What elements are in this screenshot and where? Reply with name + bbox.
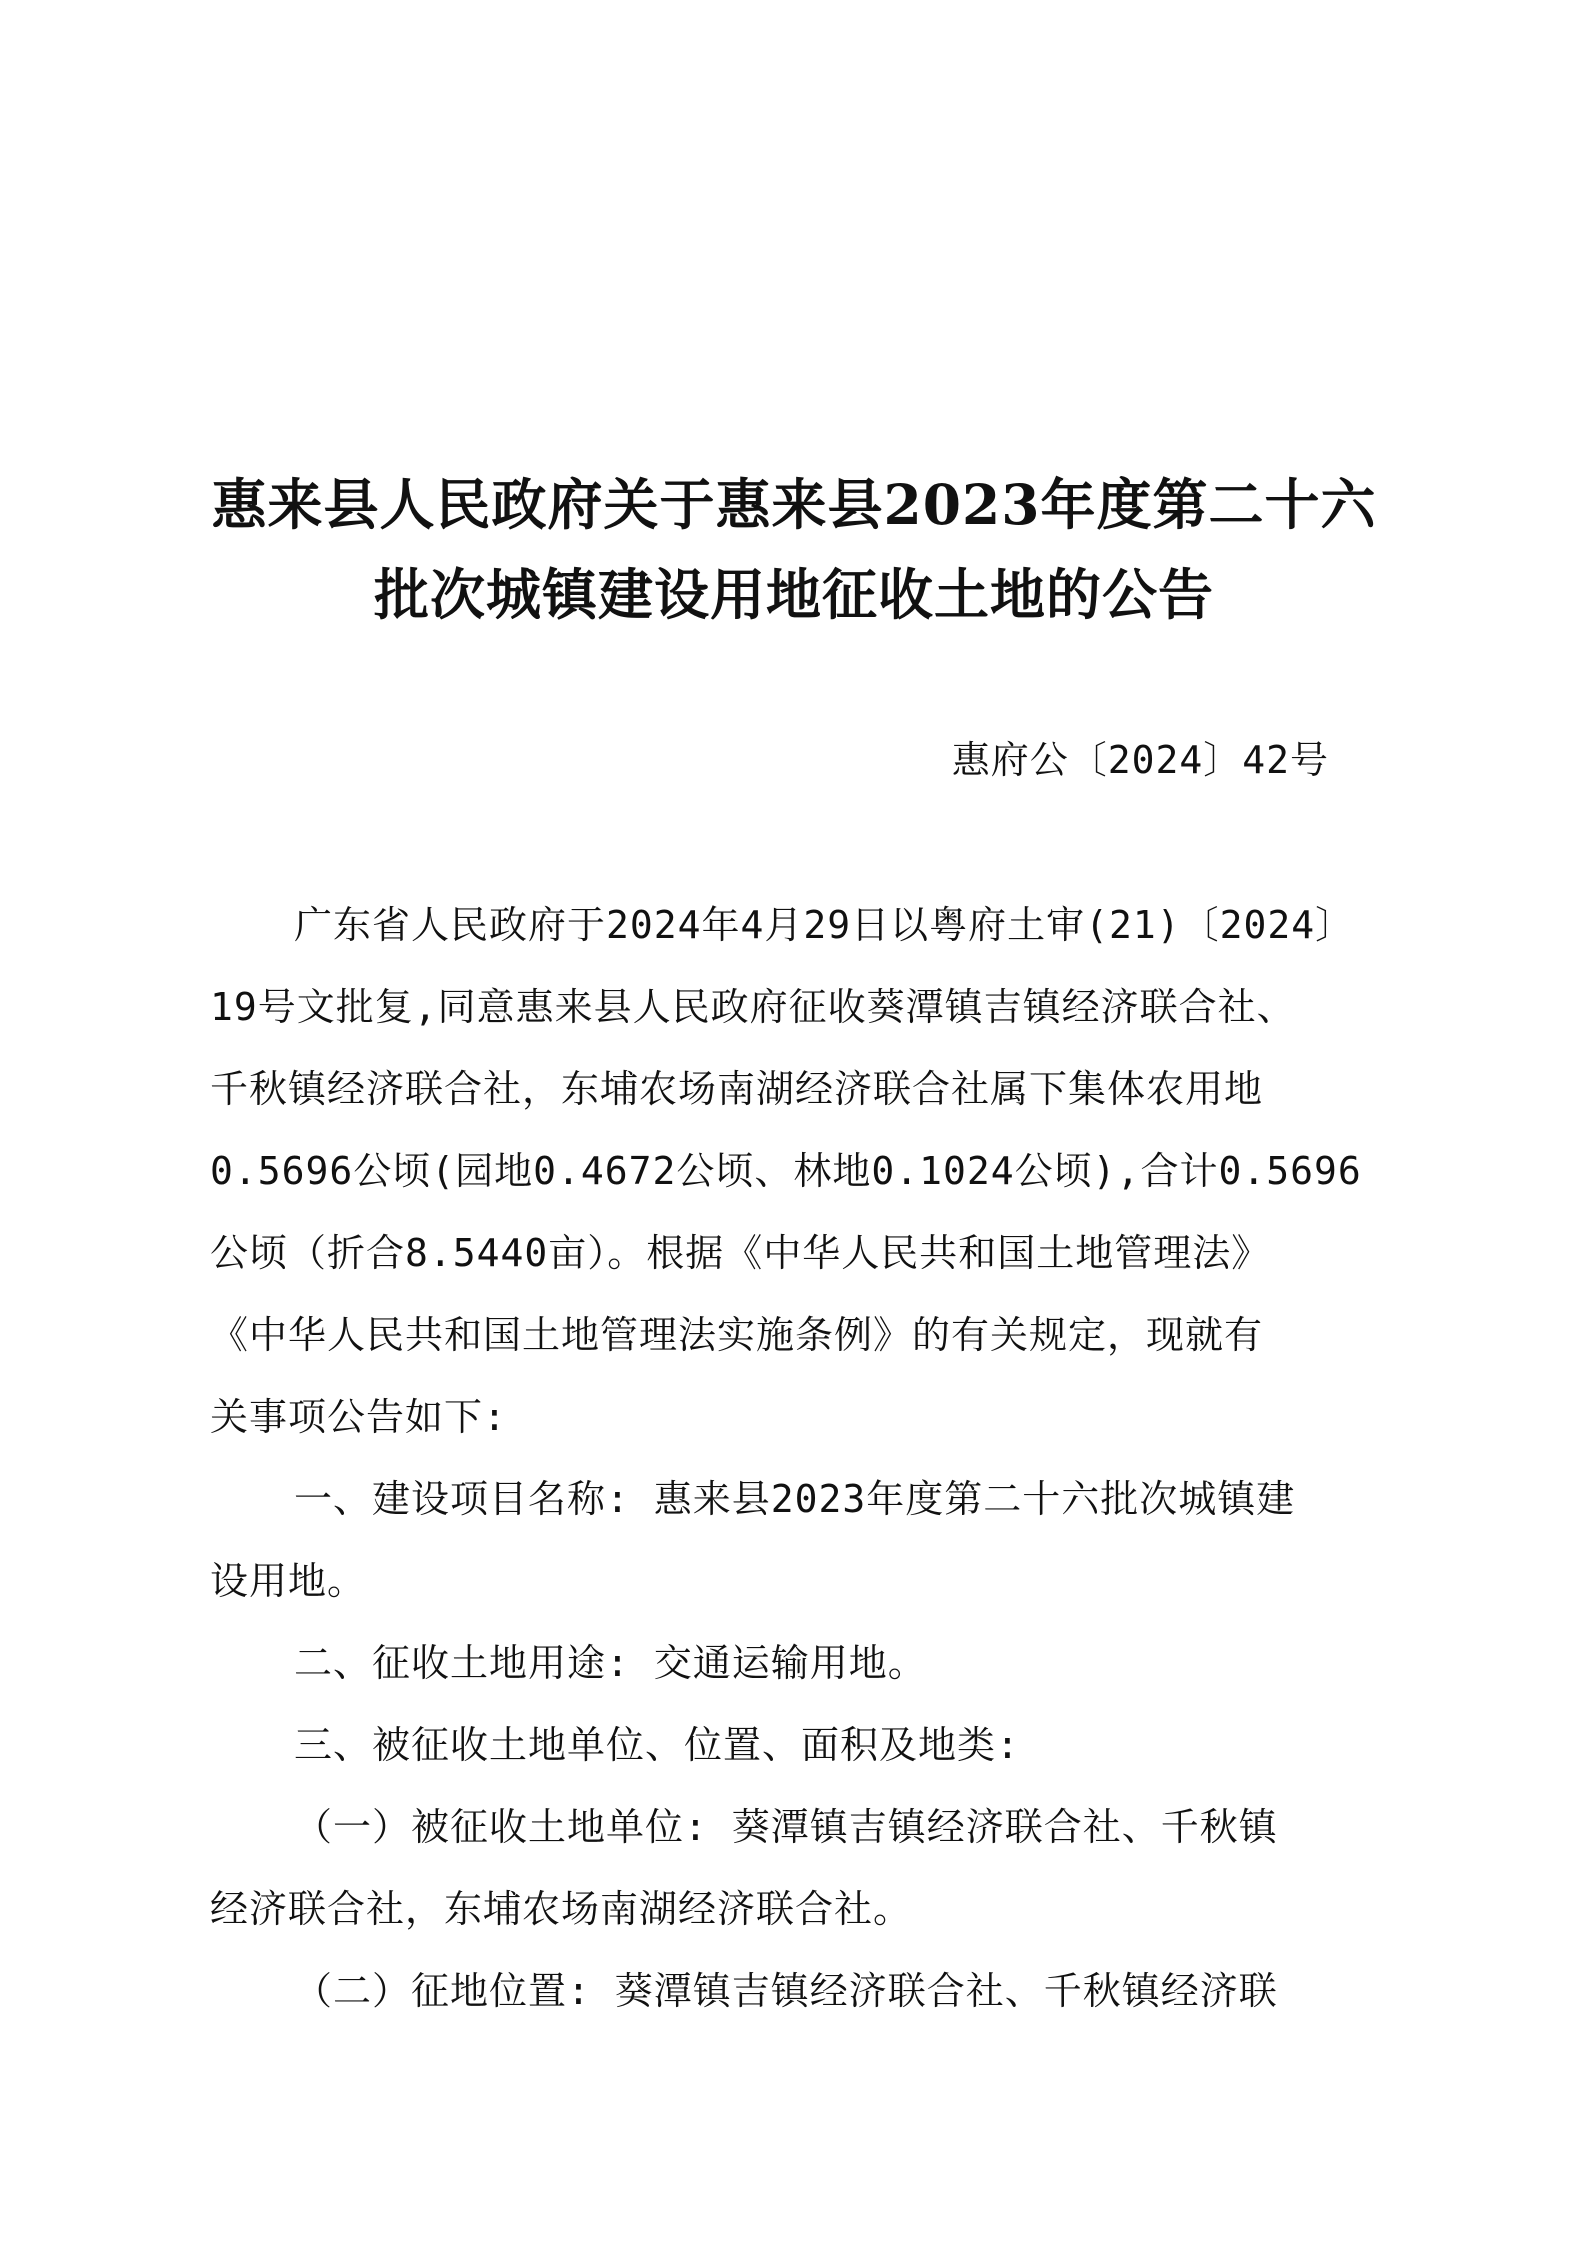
title-line-2: 批次城镇建设用地征收土地的公告 bbox=[373, 562, 1214, 627]
body-line: 二、征收土地用途: 交通运输用地。 bbox=[294, 1641, 927, 1685]
body-line: 关事项公告如下: bbox=[210, 1395, 507, 1439]
title-line-1: 惠来县人民政府关于惠来县2023年度第二十六 bbox=[211, 472, 1377, 537]
body-line: 公顷（折合8.5440亩）。根据《中华人民共和国土地管理法》 bbox=[210, 1231, 1271, 1275]
body-line: 千秋镇经济联合社，东埔农场南湖经济联合社属下集体农用地 bbox=[210, 1067, 1264, 1111]
body-line: 19号文批复,同意惠来县人民政府征收葵潭镇吉镇经济联合社、 bbox=[210, 985, 1296, 1029]
body-line: 《中华人民共和国土地管理法实施条例》的有关规定，现就有 bbox=[210, 1313, 1264, 1357]
body-line: 一、建设项目名称: 惠来县2023年度第二十六批次城镇建 bbox=[294, 1477, 1296, 1521]
body-line: 0.5696公顷(园地0.4672公顷、林地0.1024公顷),合计0.5696 bbox=[210, 1149, 1362, 1193]
document-number: 惠府公〔2024〕42号 bbox=[951, 738, 1329, 782]
document-body bbox=[210, 884, 1380, 2032]
body-line: 设用地。 bbox=[210, 1559, 367, 1603]
document-title bbox=[200, 460, 1388, 640]
body-line: 三、被征收土地单位、位置、面积及地类: bbox=[294, 1723, 1020, 1767]
body-line: 经济联合社，东埔农场南湖经济联合社。 bbox=[210, 1887, 913, 1931]
body-line: （一）被征收土地单位: 葵潭镇吉镇经济联合社、千秋镇 bbox=[294, 1805, 1278, 1849]
body-line: 广东省人民政府于2024年4月29日以粤府土审(21)〔2024〕 bbox=[294, 903, 1355, 947]
body-line: （二）征地位置: 葵潭镇吉镇经济联合社、千秋镇经济联 bbox=[294, 1969, 1278, 2013]
